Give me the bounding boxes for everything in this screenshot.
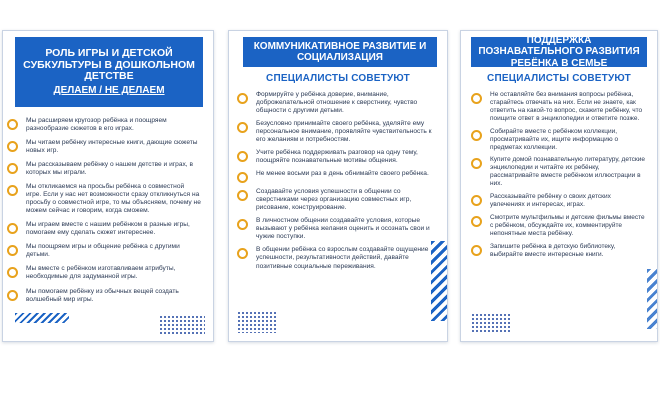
circle-bullet-icon [7, 223, 18, 234]
circle-bullet-icon [471, 216, 482, 227]
item-text: В личностном общении создавайте условия, которые вызывают у ребёнка желания оценить и осознать свои и чужие поступки. [256, 217, 430, 241]
stripe-decoration [15, 313, 69, 323]
item-text: Купите домой познавательную литературу, детские энциклопедии и читайте их ребёнку, рассматривайте вместе ребёнком иллюстрации в них. [490, 156, 645, 188]
item-text: Мы рассказываем ребёнку о нашем детстве и играх, в которых мы играли. [26, 161, 193, 177]
circle-bullet-icon [471, 195, 482, 206]
circle-bullet-icon [237, 219, 248, 230]
item-text: Рассказывайте ребёнку о своих детских увлечениях и интересах, играх. [490, 193, 611, 209]
circle-bullet-icon [7, 119, 18, 130]
circle-bullet-icon [237, 93, 248, 104]
list-item [7, 117, 201, 133]
card-title: КОММУНИКАТИВНОЕ РАЗВИТИЕ И СОЦИАЛИЗАЦИЯ [253, 40, 427, 63]
list-item [237, 170, 435, 183]
list-item [471, 193, 647, 209]
circle-bullet-icon [237, 248, 248, 259]
card-title: РОЛЬ ИГРЫ И ДЕТСКОЙ СУБКУЛЬТУРЫ В ДОШКОЛЬНОМ ДЕТСТВЕ [23, 46, 195, 83]
circle-bullet-icon [7, 185, 18, 196]
item-text: Мы поощряем игры и общение ребёнка с другими детьми. [26, 243, 180, 259]
list-item [471, 91, 647, 123]
list-item [237, 246, 435, 270]
item-text: Безусловно принимайте своего ребёнка, уделяйте ему персональное внимание, проявляйте чувствительность к его желаниям и потребностям. [256, 120, 432, 144]
circle-bullet-icon [7, 290, 18, 301]
list-item [7, 288, 201, 304]
circle-bullet-icon [471, 158, 482, 169]
list-item [237, 120, 435, 144]
card-header [471, 37, 647, 67]
list-item [237, 149, 435, 165]
item-text: В общении ребёнка со взрослым создавайте ощущение успешности, результативности действий, давайте позитивные социальные переживания. [256, 246, 429, 270]
circle-bullet-icon [237, 172, 248, 183]
item-text: Формируйте у ребёнка доверие, внимание, доброжелательной отношение к сверстнику, чувство общности с другими детьми. [256, 91, 418, 115]
card-subtitle: СПЕЦИАЛИСТЫ СОВЕТУЮТ [487, 73, 631, 84]
item-text: Учите ребёнка поддерживать разговор на одну тему, поощряйте познавательные мотивы общения. [256, 149, 418, 165]
circle-bullet-icon [237, 122, 248, 133]
circle-bullet-icon [7, 245, 18, 256]
circle-bullet-icon [471, 245, 482, 256]
card-play-subculture [2, 30, 214, 342]
circle-bullet-icon [7, 141, 18, 152]
card-header [243, 37, 437, 67]
card-subtitle: ДЕЛАЕМ / НЕ ДЕЛАЕМ [53, 85, 165, 97]
list-item [7, 183, 201, 215]
list-item [471, 214, 647, 238]
advice-list [7, 117, 201, 310]
list-item [237, 217, 435, 241]
item-text: Запишите ребёнка в детскую библиотеку, выбирайте вместе интересные книги. [490, 242, 616, 258]
circle-bullet-icon [7, 267, 18, 278]
item-text: Создавайте условия успешности в общении со сверстниками через организацию совместных игр, рисование, конструирование. [256, 188, 412, 212]
advice-list [471, 91, 647, 264]
list-item [471, 128, 647, 152]
circle-bullet-icon [7, 163, 18, 174]
card-header [15, 37, 203, 107]
item-text: Мы откликаемся на просьбы ребёнка о совместной игре. Если у нас нет возможности сразу откликнуться на просьбу о совместной игре, то мы объясняем, почему не можем сейчас и говорим, когда сможем. [26, 183, 201, 215]
item-text: Мы вместе с ребёнком изготавливаем атрибуты, необходимые для задуманной игры. [26, 265, 176, 281]
card-cognitive [460, 30, 658, 342]
item-text: Мы читаем ребёнку интересные книги, дающие сюжеты новых игр. [26, 139, 198, 155]
list-item [7, 161, 201, 177]
dot-pattern-decoration [471, 313, 511, 333]
list-item [7, 221, 201, 237]
circle-bullet-icon [471, 93, 482, 104]
circle-bullet-icon [471, 130, 482, 141]
item-text: Мы расширяем кругозор ребёнка и поощряем разнообразие сюжетов в его играх. [26, 117, 167, 133]
list-item [237, 91, 435, 115]
item-text: Мы помогаем ребёнку из обычных вещей создать волшебный мир игры. [26, 287, 179, 303]
item-text: Собирайте вместе с ребёнком коллекции, просматривайте их, ищите информацию о предметах коллекции. [490, 127, 619, 151]
item-text: Мы играем вместе с нашим ребёнком в разные игры, помогаем ему сделать сюжет интереснее. [26, 221, 190, 237]
advice-list [237, 91, 435, 276]
stripe-decoration [431, 241, 447, 321]
card-communication [228, 30, 448, 342]
item-text: Не менее восьми раз в день обнимайте своего ребёнка. [256, 170, 429, 178]
card-title: ПОДДЕРЖКА ПОЗНАВАТЕЛЬНОГО РАЗВИТИЯ РЕБЁНКА В СЕМЬЕ [478, 35, 640, 69]
circle-bullet-icon [237, 190, 248, 201]
card-subtitle: СПЕЦИАЛИСТЫ СОВЕТУЮТ [266, 73, 410, 84]
stripe-decoration [647, 269, 657, 329]
list-item [7, 243, 201, 259]
item-text: Смотрите мультфильмы и детские фильмы вместе с ребёнком, обсуждайте их, комментируйте непонятные места ребёнку. [490, 213, 645, 237]
list-item [471, 243, 647, 259]
list-item [7, 139, 201, 155]
circle-bullet-icon [237, 151, 248, 162]
dot-pattern-decoration [237, 311, 277, 333]
list-item [471, 156, 647, 188]
item-text: Не оставляйте без внимания вопросы ребёнка, старайтесь отвечать на них. Если не знаете, как ответить на какой-то вопрос, скажите ребёнку, что поищите ответ в энциклопедии и ответите позже. [490, 91, 643, 122]
dot-pattern-decoration [159, 315, 205, 335]
list-item [7, 265, 201, 281]
list-item [237, 188, 435, 212]
